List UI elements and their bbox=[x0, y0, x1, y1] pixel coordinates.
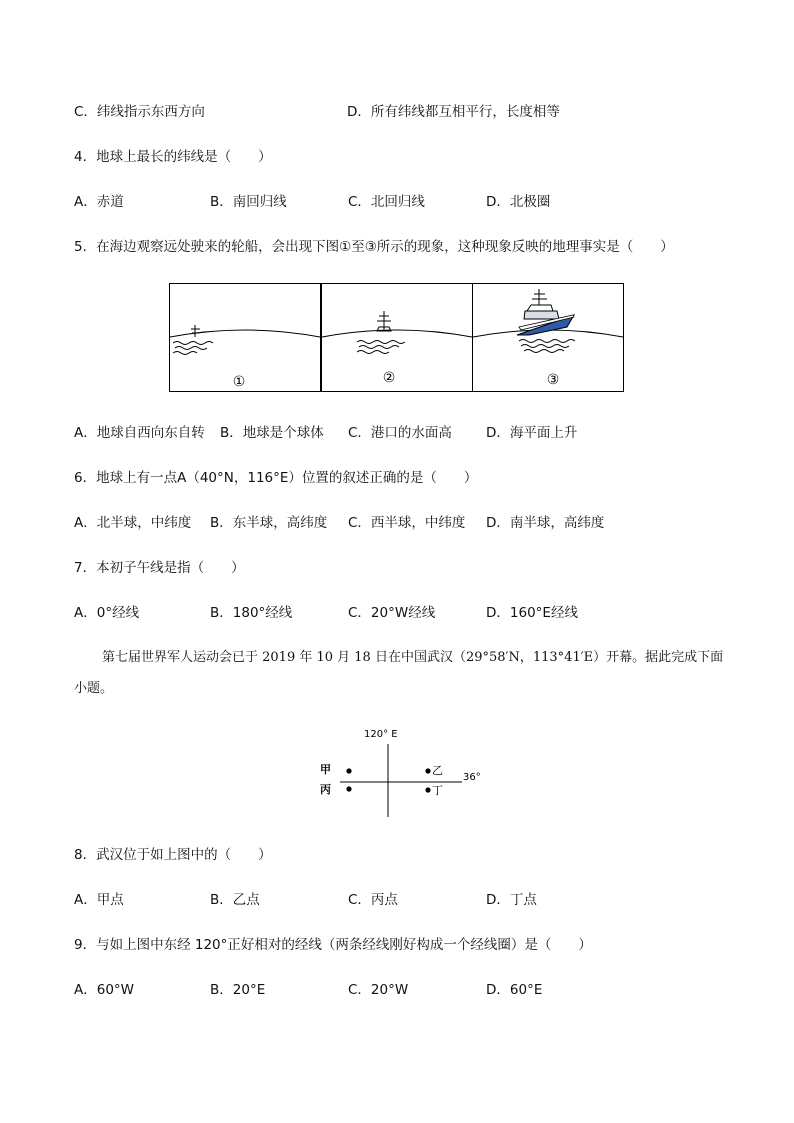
panel-label-1: ① bbox=[232, 374, 246, 390]
q9-option-b: B．20°E bbox=[210, 982, 266, 998]
q6-stem: 6．地球上有一点A（40°N，116°E）位置的叙述正确的是（ ） bbox=[74, 470, 478, 486]
q8-stem: 8．武汉位于如上图中的（ ） bbox=[74, 847, 272, 863]
point-yi-dot bbox=[425, 768, 430, 773]
panel-label-3: ③ bbox=[546, 372, 560, 388]
q9-option-d: D．60°E bbox=[486, 982, 543, 998]
point-jia-dot bbox=[346, 768, 351, 773]
q7-option-b: B．180°经线 bbox=[210, 605, 293, 621]
q9-option-a: A．60°W bbox=[74, 982, 135, 998]
point-label-jia: 甲 bbox=[320, 763, 331, 776]
q5-option-d: D．海平面上升 bbox=[486, 425, 578, 441]
q4-option-d: D．北极圈 bbox=[486, 194, 551, 210]
q3-option-d: D．所有纬线都互相平行，长度相等 bbox=[347, 104, 560, 120]
q5-option-c: C．港口的水面高 bbox=[348, 425, 452, 441]
q5-option-a: A．地球自西向东自转 bbox=[74, 425, 205, 441]
point-bing-dot bbox=[346, 786, 351, 791]
q9-stem: 9．与如上图中东经 120°正好相对的经线（两条经线刚好构成一个经线圈）是（ ） bbox=[74, 937, 592, 953]
q4-option-c: C．北回归线 bbox=[348, 194, 425, 210]
q5-option-b: B．地球是个球体 bbox=[220, 425, 324, 441]
q4-option-a: A．赤道 bbox=[74, 194, 124, 210]
parallel-label: 36° bbox=[463, 772, 481, 783]
ship-figure bbox=[169, 283, 625, 393]
point-label-yi: 乙 bbox=[432, 764, 443, 777]
point-label-bing: 丙 bbox=[320, 783, 331, 796]
point-ding-dot bbox=[425, 787, 430, 792]
latlong-grid-figure bbox=[312, 725, 487, 820]
q7-option-d: D．160°E经线 bbox=[486, 605, 578, 621]
q8-option-c: C．丙点 bbox=[348, 892, 398, 908]
q7-option-c: C．20°W经线 bbox=[348, 605, 436, 621]
meridian-label: 120° E bbox=[364, 729, 398, 740]
passage-line-1: 第七届世界军人运动会已于 2019 年 10 月 18 日在中国武汉（29°58′N，113°41′E）开幕。据此完成下面 bbox=[102, 650, 724, 665]
q6-option-a: A．北半球，中纬度 bbox=[74, 515, 192, 531]
q8-option-b: B．乙点 bbox=[210, 892, 260, 908]
q4-option-b: B．南回归线 bbox=[210, 194, 287, 210]
q8-option-a: A．甲点 bbox=[74, 892, 124, 908]
panel-1 bbox=[170, 284, 321, 392]
point-label-ding: 丁 bbox=[432, 784, 443, 797]
q6-option-c: C．西半球，中纬度 bbox=[348, 515, 466, 531]
q6-option-b: B．东半球，高纬度 bbox=[210, 515, 328, 531]
passage-line-2: 小题。 bbox=[74, 681, 114, 696]
q7-stem: 7．本初子午线是指（ ） bbox=[74, 560, 245, 576]
panel-label-2: ② bbox=[382, 370, 396, 386]
panel-2 bbox=[322, 284, 473, 392]
q4-stem: 4．地球上最长的纬线是（ ） bbox=[74, 149, 272, 165]
q6-option-d: D．南半球，高纬度 bbox=[486, 515, 605, 531]
q9-option-c: C．20°W bbox=[348, 982, 409, 998]
q3-option-c: C．纬线指示东西方向 bbox=[74, 104, 205, 120]
q8-option-d: D．丁点 bbox=[486, 892, 537, 908]
q7-option-a: A．0°经线 bbox=[74, 605, 140, 621]
q5-stem: 5．在海边观察远处驶来的轮船，会出现下图①至③所示的现象，这种现象反映的地理事实是（ ） bbox=[74, 239, 674, 255]
panel-3 bbox=[473, 284, 624, 392]
